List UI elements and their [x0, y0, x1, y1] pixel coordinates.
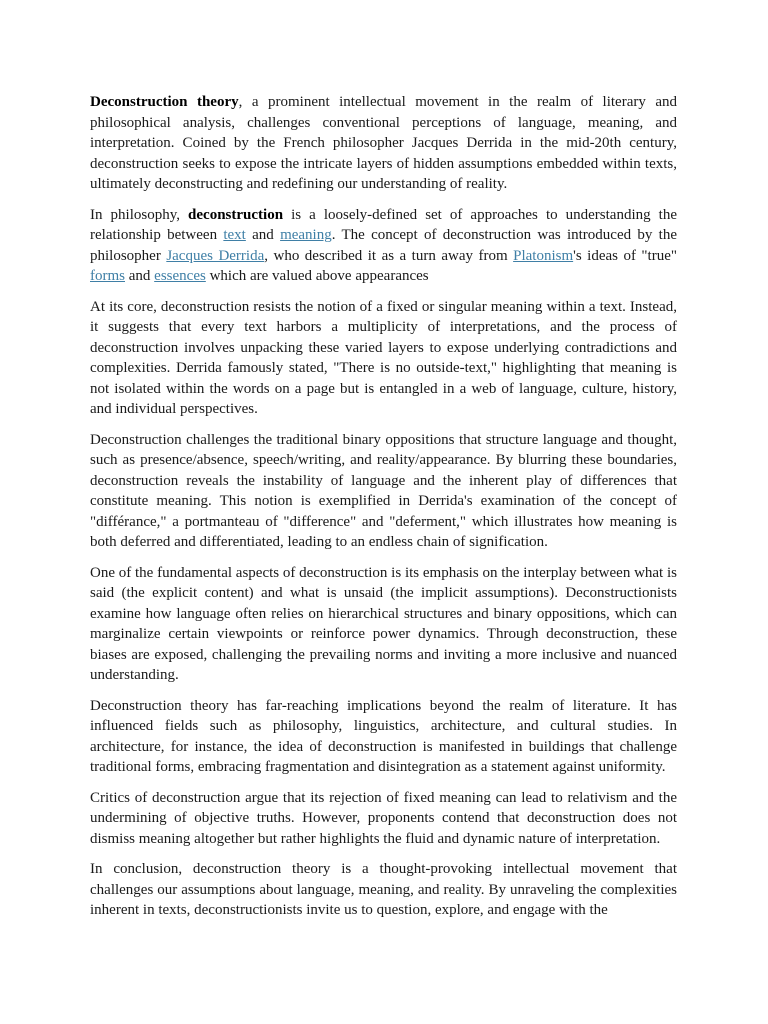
- text-span: which are valued above appearances: [205, 268, 429, 284]
- paragraph-interplay: One of the fundamental aspects of deconstruction is its emphasis on the interplay between what is said (the explicit content) and what is unsaid (the implicit assumptions). Deconstructionists examine how language often relies on hierarchical structures and binary oppositions, which can marginalize certain viewpoints or reinforce power dynamics. Through deconstruction, these biases are exposed, challenging the prevailing norms and inviting a more inclusive and nuanced understanding.: [90, 564, 677, 683]
- term-deconstruction-theory: Deconstruction theory: [90, 94, 239, 110]
- text-span: and: [245, 227, 281, 243]
- term-deconstruction: deconstruction: [188, 206, 284, 223]
- link-forms[interactable]: forms: [90, 268, 125, 284]
- link-jacques-derrida[interactable]: Jacques Derrida: [166, 247, 265, 264]
- paragraph-critics: Critics of deconstruction argue that its rejection of fixed meaning can lead to relativism and the undermining of objective truths. However, proponents contend that deconstruction does not dismiss meaning altogether but rather highlights the fluid and dynamic nature of interpretation.: [90, 789, 677, 847]
- link-essences[interactable]: essences: [154, 268, 206, 284]
- link-text[interactable]: text: [223, 227, 246, 243]
- text-span: is a loosely-defined set of approaches to understanding the relationship between: [90, 206, 678, 243]
- paragraph-conclusion: In conclusion, deconstruction theory is a thought-provoking intellectual movement that challenges our assumptions about language, meaning, and reality. By unraveling the complexities inherent in texts, deconstructionists invite us to question, explore, and engage with the: [90, 861, 677, 918]
- text-span: 's ideas of "true": [573, 247, 677, 264]
- text-span: and: [125, 268, 155, 284]
- paragraph-binary-oppositions: Deconstruction challenges the traditional binary oppositions that structure language and thought, such as presence/absence, speech/writing, and reality/appearance. By blurring these boundaries, deconstruction reveals the instability of language and the inherent play of differences that constitute meaning. This notion is exemplified in Derrida's examination of the concept of "différance," a portmanteau of "difference" and "deferment," which illustrates how meaning is both deferred and differentiated, leading to an endless chain of signification.: [90, 431, 677, 550]
- text-span: . The concept of deconstruction was introduced by the philosopher: [90, 227, 677, 264]
- paragraph-core: At its core, deconstruction resists the notion of a fixed or singular meaning within a text. Instead, it suggests that every text harbors a multiplicity of interpretations, and the process of deconstruction involves unpacking these varied layers to expose underlying contradictions and complexities. Derrida famously stated, "There is no outside-text," highlighting that meaning is not isolated within the words on a page but is entangled in a web of language, culture, history, and individual perspectives.: [90, 298, 677, 417]
- paragraph-philosophy: [90, 205, 677, 287]
- document-body: [90, 92, 677, 931]
- text-span: , who described it as a turn away from: [264, 247, 514, 264]
- link-meaning[interactable]: meaning: [280, 227, 332, 243]
- link-platonism[interactable]: Platonism: [513, 247, 574, 264]
- text-span: In philosophy,: [90, 206, 189, 223]
- paragraph-intro: [90, 92, 677, 195]
- paragraph-implications: Deconstruction theory has far-reaching implications beyond the realm of literature. It has influenced fields such as philosophy, linguistics, architecture, and cultural studies. In architecture, for instance, the idea of deconstruction is manifested in buildings that challenge traditional forms, embracing fragmentation and disintegration as a statement against uniformity.: [90, 697, 677, 775]
- intro-text: , a prominent intellectual movement in the realm of literary and philosophical analysis, challenges conventional perceptions of language, meaning, and interpretation. Coined by the French philosopher Jacques Derrida in the mid-20th century, deconstruction seeks to expose the intricate layers of hidden assumptions embedded within texts, ultimately deconstructing and redefining our understanding of reality.: [90, 94, 677, 192]
